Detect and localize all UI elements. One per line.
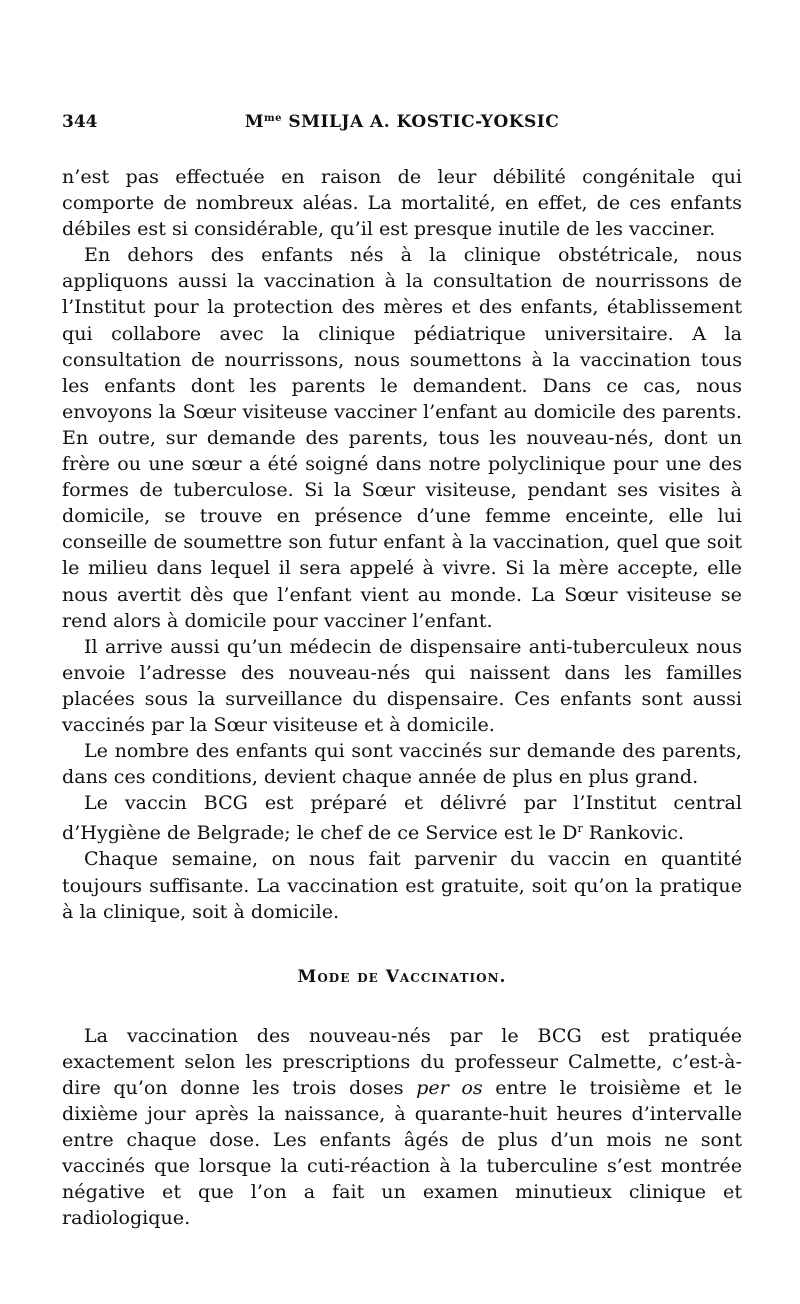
section-paragraph-1-italic: per os — [416, 1075, 483, 1099]
paragraph-6: Chaque semaine, on nous fait parvenir du vaccin en quantité toujours suffisante. La vaccination est gratuite, soit qu’on la pratique à la clinique, soit à domicile. — [62, 847, 742, 923]
section-paragraph-1 — [62, 1023, 742, 1232]
paragraph-2: En dehors des enfants nés à la clinique obstétricale, nous appliquons aussi la vaccination à la consultation de nourrissons de l’Institut pour la protection des mères et des enfants, établissement qui collabore avec la clinique pédiatrique universitaire. A la consultation de nourrissons, nous soumettons à la vaccination tous les enfants dont les parents le demandent. Dans ce cas, nous envoyons la Sœur visiteuse vacciner l’enfant au domicile des parents. En outre, sur demande des parents, tous les nouveau-nés, dont un frère ou une sœur a été soigné dans notre polyclinique pour une des formes de tuberculose. Si la Sœur visiteuse, pendant ses visites à domicile, se trouve en présence d’une femme enceinte, elle lui conseille de soumettre son futur enfant à la vaccination, quel que soit le milieu dans lequel il sera appelé à vivre. Si la mère accepte, elle nous avertit dès que l’enfant vient au monde. La Sœur visiteuse se rend alors à domicile pour vacciner l’enfant. — [62, 243, 742, 632]
body-text — [62, 164, 742, 925]
running-title — [62, 112, 742, 132]
author-prefix: M — [244, 112, 265, 132]
paragraph-5 — [62, 790, 742, 846]
paragraph-5-text: Le vaccin BCG est préparé et délivré par l’Institut central d’Hygiène de Belgrade; le chef de ce Service est le D — [62, 791, 742, 845]
page-number: 344 — [62, 112, 98, 132]
section-body — [62, 1023, 742, 1232]
paragraph-4: Le nombre des enfants qui sont vaccinés sur demande des parents, dans ces conditions, devient chaque année de plus en plus grand. — [62, 739, 742, 789]
document-page — [62, 112, 742, 1231]
author-prefix-sup: me — [264, 113, 282, 124]
page-header — [62, 112, 742, 142]
author-name: SMILJA A. KOSTIC-YOKSIC — [281, 112, 560, 132]
section-title: Mode de Vaccination. — [297, 966, 507, 987]
paragraph-3: Il arrive aussi qu’un médecin de dispensaire anti-tuberculeux nous envoie l’adresse des nouveau-nés qui naissent dans les familles placées sous la surveillance du dispensaire. Ces enfants sont aussi vaccinés par la Sœur visiteuse et à domicile. — [62, 634, 742, 736]
paragraph-1: n’est pas effectuée en raison de leur débilité congénitale qui comporte de nombreux aléas. La mortalité, en effet, de ces enfants débiles est si considérable, qu’il est presque inutile de les vacciner. — [62, 165, 742, 241]
section-paragraph-1-end: entre le troisième et le dixième jour après la naissance, à quarante-huit heures d’intervalle entre chaque dose. Les enfants âgés de plus d’un mois ne sont vaccinés que lorsque la cuti-réaction à la tuberculine s’est montrée négative et que l’on a fait un examen minutieux clinique et radiologique. — [62, 1075, 743, 1230]
section-paragraph-1-text: La vaccination des nouveau-nés par le BCG est pratiquée exactement selon les prescriptions du professeur Calmette, c’est-à-dire qu’on donne les trois doses — [62, 1023, 742, 1099]
paragraph-5-sup: r — [577, 822, 583, 836]
paragraph-5-end: Rankovic. — [582, 821, 685, 845]
